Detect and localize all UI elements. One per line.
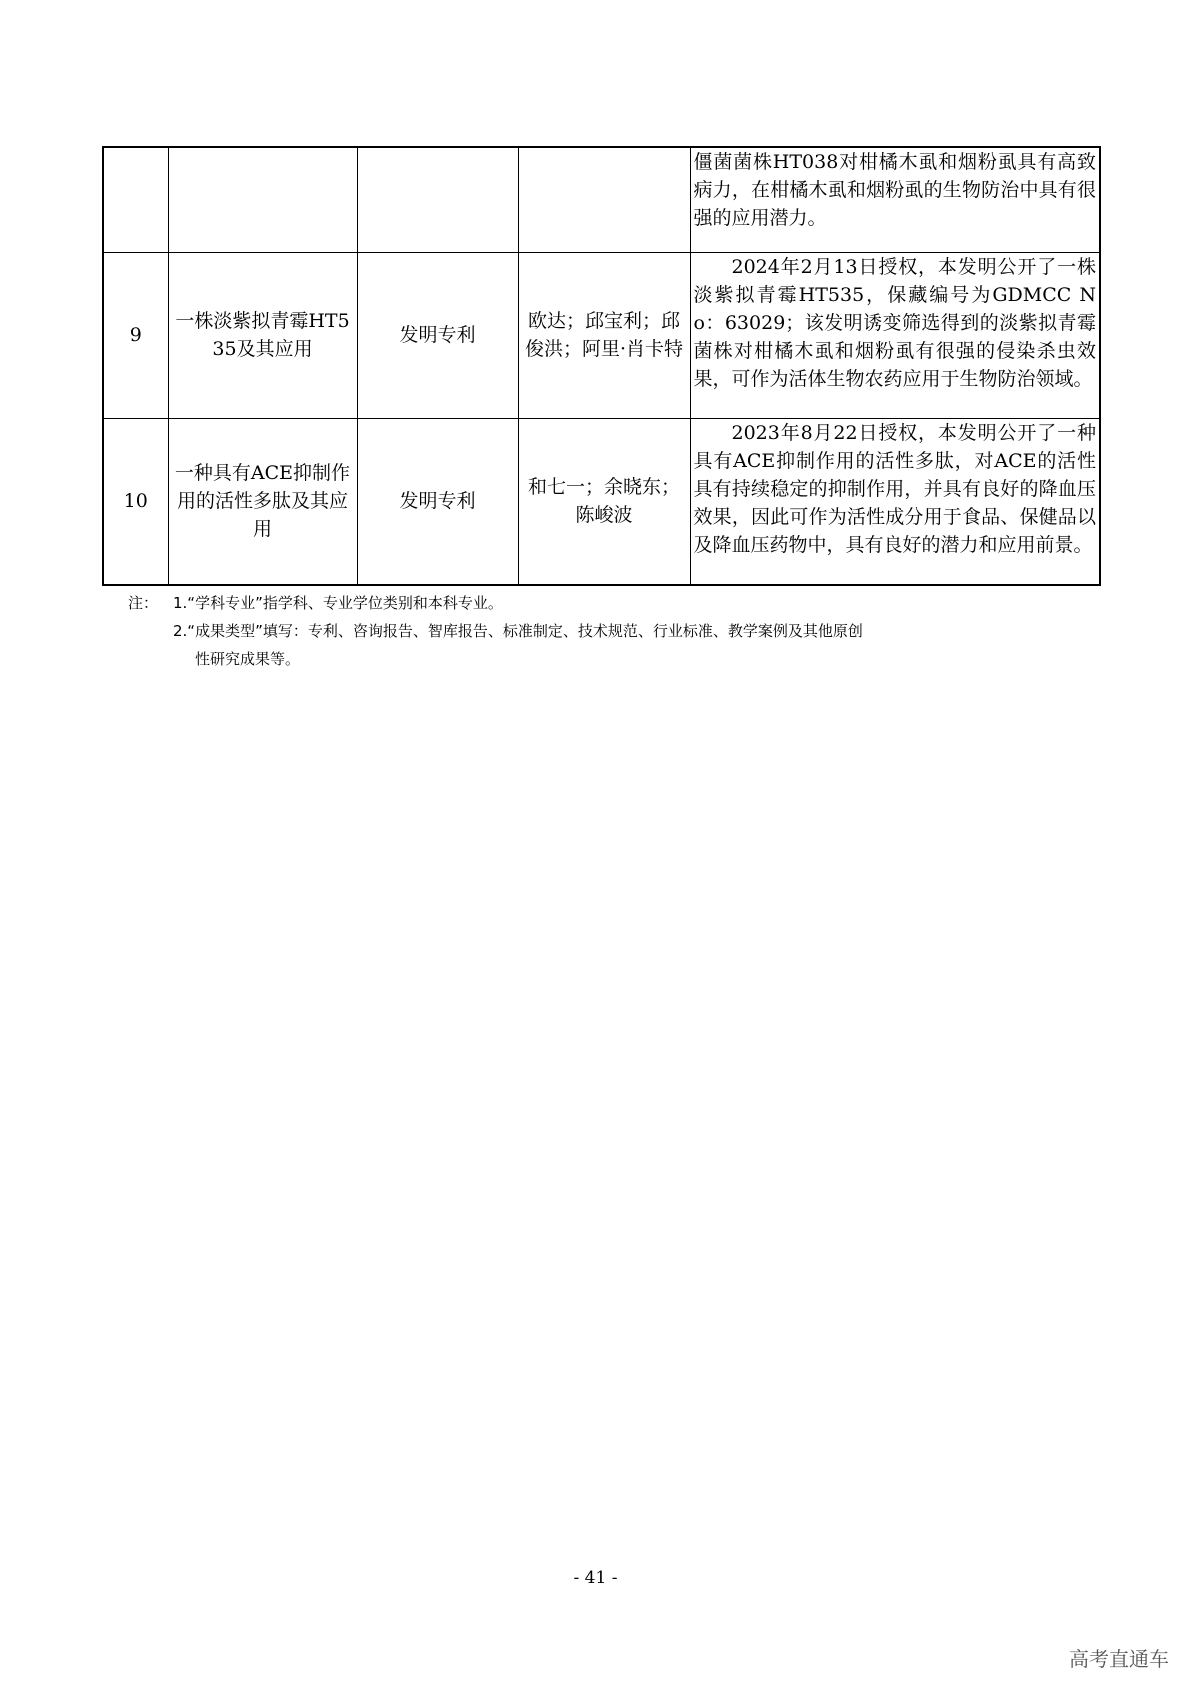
table-row <box>103 147 1100 252</box>
cell-no: 10 <box>103 418 168 585</box>
cell-no: 9 <box>103 252 168 418</box>
cell-type: 发明专利 <box>357 252 518 418</box>
cell-name: 一株淡紫拟青霉HT535及其应用 <box>168 252 357 418</box>
cell-desc: 2024年2月13日授权，本发明公开了一株淡紫拟青霉HT535，保藏编号为GDMCC No：63029；该发明诱变筛选得到的淡紫拟青霉菌株对柑橘木虱和烟粉虱有很强的侵染杀虫效果，可作为活体生物农药应用于生物防治领域。 <box>690 252 1100 418</box>
table-notes <box>128 589 1028 673</box>
cell-authors: 和七一；余晓东；陈峻波 <box>518 418 690 585</box>
cell-authors <box>518 147 690 252</box>
cell-name <box>168 147 357 252</box>
notes-label: 注： <box>128 594 159 612</box>
cell-no <box>103 147 168 252</box>
table-row <box>103 418 1100 585</box>
note-item-2-continued: 性研究成果等。 <box>195 650 301 668</box>
watermark: 高考直通车 <box>1069 1647 1169 1671</box>
results-table <box>102 146 1101 586</box>
cell-desc: 僵菌菌株HT038对柑橘木虱和烟粉虱具有高致病力，在柑橘木虱和烟粉虱的生物防治中具有很强的应用潜力。 <box>690 147 1100 252</box>
cell-desc: 2023年8月22日授权，本发明公开了一种具有ACE抑制作用的活性多肽，对ACE的活性具有持续稳定的抑制作用，并具有良好的降血压效果，因此可作为活性成分用于食品、保健品以及降血压药物中，具有良好的潜力和应用前景。 <box>690 418 1100 585</box>
note-item-1: 1.“学科专业”指学科、专业学位类别和本科专业。 <box>173 594 503 612</box>
page-number: - 41 - <box>573 1568 618 1588</box>
table-row <box>103 252 1100 418</box>
cell-authors: 欧达；邱宝利；邱俊洪；阿里·肖卡特 <box>518 252 690 418</box>
cell-type <box>357 147 518 252</box>
note-item-2: 2.“成果类型”填写：专利、咨询报告、智库报告、标准制定、技术规范、行业标准、教学案例及其他原创 <box>173 622 863 640</box>
cell-type: 发明专利 <box>357 418 518 585</box>
cell-name: 一种具有ACE抑制作用的活性多肽及其应用 <box>168 418 357 585</box>
